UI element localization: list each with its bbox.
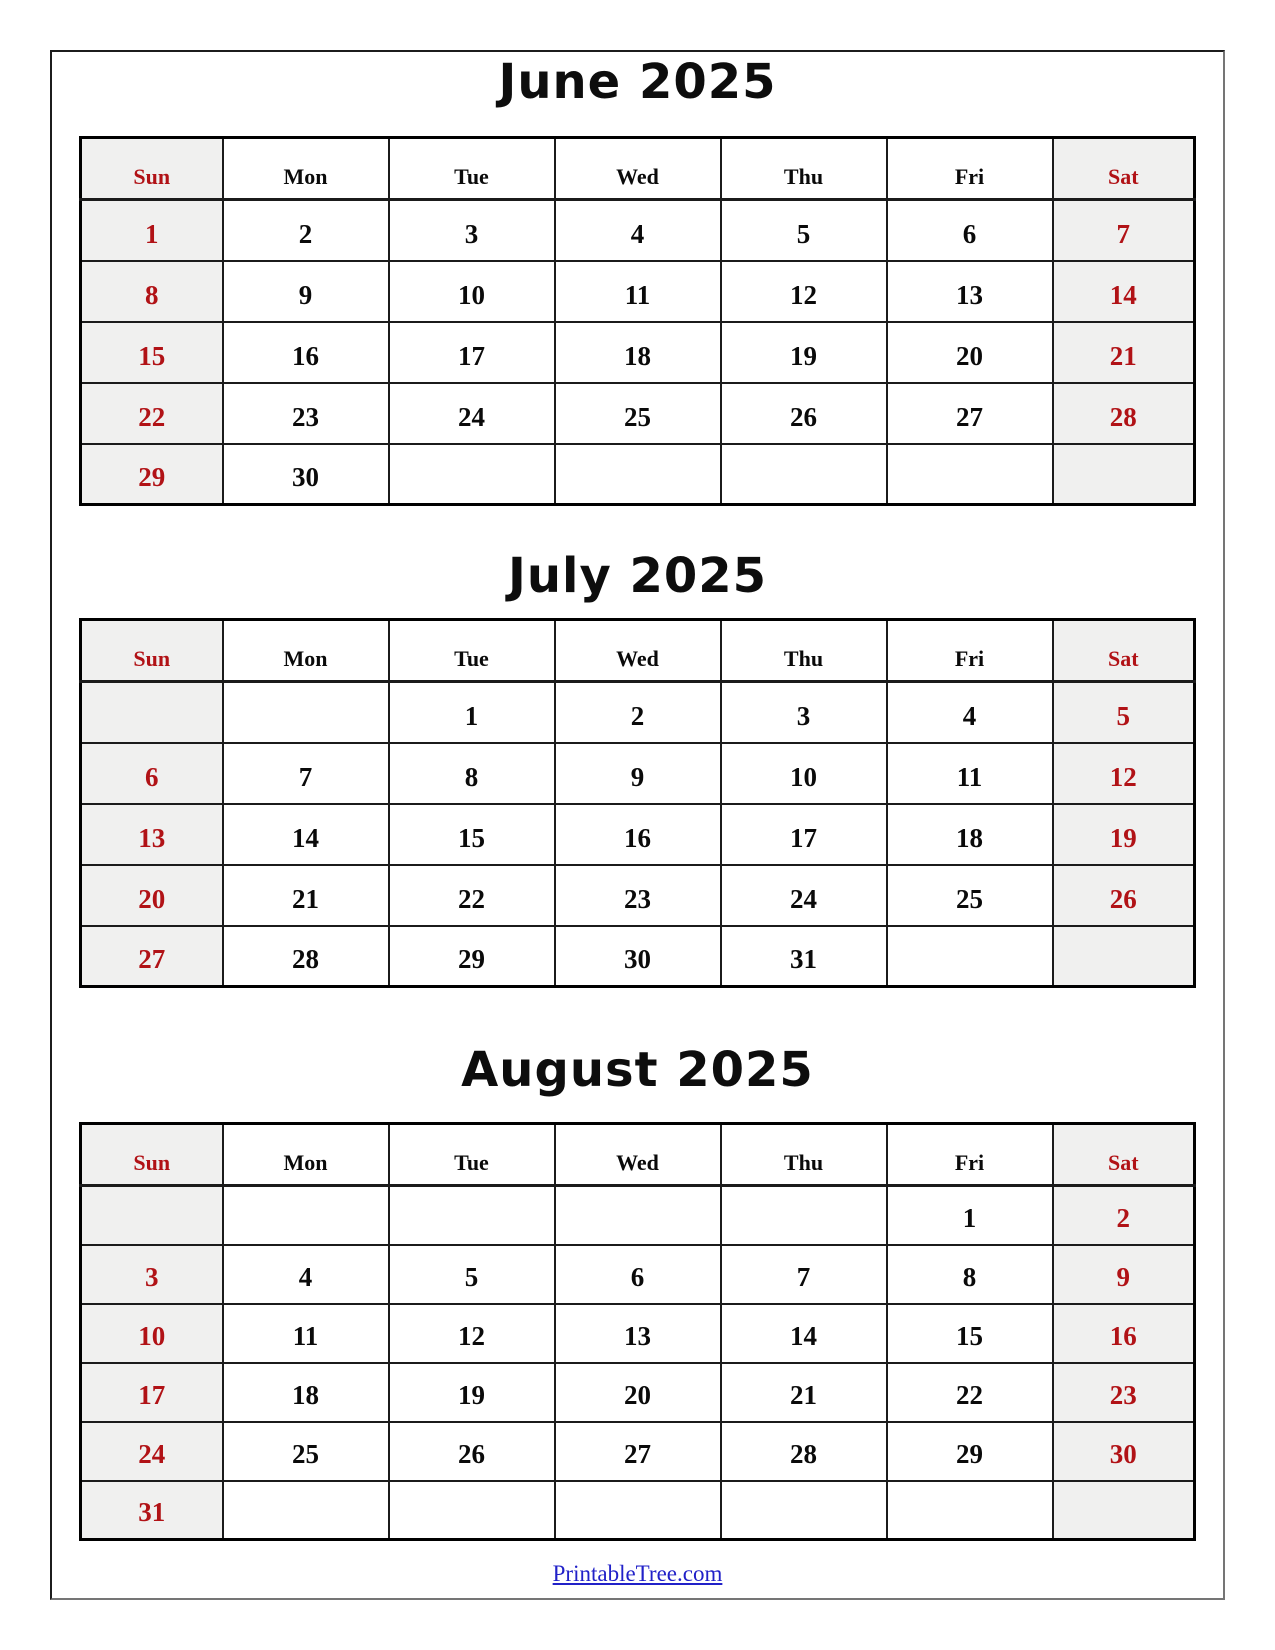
day-cell: 21 — [223, 865, 389, 926]
weekday-header: Wed — [555, 620, 721, 682]
weekday-header: Sun — [81, 1124, 223, 1186]
week-row — [81, 444, 1195, 505]
day-cell: 10 — [389, 261, 555, 322]
weekday-header: Thu — [721, 620, 887, 682]
day-cell: 22 — [887, 1363, 1053, 1422]
day-cell: 7 — [1053, 200, 1195, 261]
day-cell: 24 — [81, 1422, 223, 1481]
weekday-header: Mon — [223, 138, 389, 200]
day-cell — [223, 1186, 389, 1245]
day-cell: 29 — [887, 1422, 1053, 1481]
month-july — [52, 550, 1223, 988]
footer — [52, 1561, 1223, 1587]
day-cell: 2 — [1053, 1186, 1195, 1245]
day-cell: 20 — [555, 1363, 721, 1422]
day-cell: 12 — [1053, 743, 1195, 804]
week-row — [81, 261, 1195, 322]
month-title-july: July 2025 — [507, 548, 768, 604]
day-cell — [223, 1481, 389, 1540]
day-cell: 23 — [223, 383, 389, 444]
day-cell — [389, 1481, 555, 1540]
day-cell: 25 — [555, 383, 721, 444]
month-title-june: June 2025 — [498, 54, 777, 110]
day-cell: 9 — [555, 743, 721, 804]
weekday-header: Sat — [1053, 1124, 1195, 1186]
day-cell: 12 — [389, 1304, 555, 1363]
day-cell: 12 — [721, 261, 887, 322]
day-cell: 25 — [223, 1422, 389, 1481]
weekday-header: Tue — [389, 138, 555, 200]
day-cell: 9 — [1053, 1245, 1195, 1304]
day-cell: 24 — [721, 865, 887, 926]
day-cell: 8 — [887, 1245, 1053, 1304]
weekday-header: Tue — [389, 620, 555, 682]
week-row — [81, 743, 1195, 804]
day-cell — [389, 444, 555, 505]
week-row — [81, 1481, 1195, 1540]
day-cell: 30 — [1053, 1422, 1195, 1481]
day-cell: 31 — [721, 926, 887, 987]
weekday-header: Tue — [389, 1124, 555, 1186]
day-cell: 26 — [389, 1422, 555, 1481]
day-cell: 5 — [389, 1245, 555, 1304]
weekday-header: Mon — [223, 1124, 389, 1186]
day-cell: 22 — [81, 383, 223, 444]
week-row — [81, 1186, 1195, 1245]
day-cell: 1 — [887, 1186, 1053, 1245]
day-cell: 20 — [887, 322, 1053, 383]
day-cell — [223, 682, 389, 743]
day-cell: 22 — [389, 865, 555, 926]
month-august — [52, 1044, 1223, 1541]
day-cell: 26 — [1053, 865, 1195, 926]
months-container — [52, 56, 1223, 1541]
day-cell: 16 — [223, 322, 389, 383]
month-june — [52, 56, 1223, 506]
day-cell — [1053, 1481, 1195, 1540]
day-cell: 15 — [887, 1304, 1053, 1363]
day-cell: 19 — [721, 322, 887, 383]
weekday-header: Sun — [81, 620, 223, 682]
day-cell: 2 — [223, 200, 389, 261]
day-cell: 13 — [81, 804, 223, 865]
weekday-header: Thu — [721, 1124, 887, 1186]
week-row — [81, 926, 1195, 987]
day-cell: 7 — [223, 743, 389, 804]
day-cell: 4 — [555, 200, 721, 261]
day-cell: 10 — [721, 743, 887, 804]
day-cell: 18 — [887, 804, 1053, 865]
day-cell — [887, 444, 1053, 505]
day-cell: 14 — [721, 1304, 887, 1363]
day-cell: 11 — [223, 1304, 389, 1363]
calendar-table-july — [79, 618, 1196, 988]
day-cell: 28 — [721, 1422, 887, 1481]
day-cell — [721, 1481, 887, 1540]
month-title-august: August 2025 — [461, 1042, 814, 1098]
day-cell: 23 — [555, 865, 721, 926]
day-cell: 1 — [389, 682, 555, 743]
week-row — [81, 682, 1195, 743]
day-cell: 20 — [81, 865, 223, 926]
day-cell: 26 — [721, 383, 887, 444]
day-cell — [81, 1186, 223, 1245]
day-cell: 4 — [223, 1245, 389, 1304]
week-row — [81, 1304, 1195, 1363]
week-row — [81, 200, 1195, 261]
day-cell: 15 — [81, 322, 223, 383]
day-cell: 23 — [1053, 1363, 1195, 1422]
day-cell: 29 — [81, 444, 223, 505]
week-row — [81, 865, 1195, 926]
day-cell: 16 — [1053, 1304, 1195, 1363]
weekday-header-row — [81, 1124, 1195, 1186]
weekday-header: Wed — [555, 138, 721, 200]
day-cell: 11 — [887, 743, 1053, 804]
day-cell: 17 — [81, 1363, 223, 1422]
day-cell: 14 — [223, 804, 389, 865]
calendar-table-june — [79, 136, 1196, 506]
day-cell: 1 — [81, 200, 223, 261]
day-cell: 27 — [555, 1422, 721, 1481]
day-cell: 10 — [81, 1304, 223, 1363]
day-cell: 19 — [1053, 804, 1195, 865]
day-cell: 5 — [1053, 682, 1195, 743]
weekday-header: Sat — [1053, 620, 1195, 682]
day-cell — [81, 682, 223, 743]
day-cell: 8 — [389, 743, 555, 804]
day-cell: 18 — [223, 1363, 389, 1422]
day-cell: 17 — [389, 322, 555, 383]
day-cell — [721, 444, 887, 505]
day-cell — [389, 1186, 555, 1245]
day-cell — [887, 1481, 1053, 1540]
day-cell: 7 — [721, 1245, 887, 1304]
day-cell: 3 — [389, 200, 555, 261]
day-cell — [555, 1481, 721, 1540]
calendar-table-august — [79, 1122, 1196, 1541]
day-cell: 19 — [389, 1363, 555, 1422]
day-cell: 30 — [223, 444, 389, 505]
day-cell: 29 — [389, 926, 555, 987]
day-cell: 30 — [555, 926, 721, 987]
day-cell: 6 — [81, 743, 223, 804]
weekday-header-row — [81, 620, 1195, 682]
day-cell: 13 — [887, 261, 1053, 322]
day-cell — [555, 1186, 721, 1245]
weekday-header: Sat — [1053, 138, 1195, 200]
day-cell: 6 — [887, 200, 1053, 261]
day-cell: 28 — [223, 926, 389, 987]
weekday-header: Fri — [887, 620, 1053, 682]
day-cell: 31 — [81, 1481, 223, 1540]
day-cell: 18 — [555, 322, 721, 383]
day-cell: 25 — [887, 865, 1053, 926]
weekday-header-row — [81, 138, 1195, 200]
week-row — [81, 383, 1195, 444]
day-cell: 5 — [721, 200, 887, 261]
weekday-header: Sun — [81, 138, 223, 200]
day-cell: 24 — [389, 383, 555, 444]
week-row — [81, 1245, 1195, 1304]
day-cell: 16 — [555, 804, 721, 865]
day-cell: 3 — [721, 682, 887, 743]
day-cell — [1053, 444, 1195, 505]
day-cell: 14 — [1053, 261, 1195, 322]
footer-link[interactable]: PrintableTree.com — [552, 1561, 723, 1586]
day-cell: 15 — [389, 804, 555, 865]
day-cell: 2 — [555, 682, 721, 743]
weekday-header: Mon — [223, 620, 389, 682]
day-cell: 21 — [721, 1363, 887, 1422]
day-cell — [721, 1186, 887, 1245]
week-row — [81, 322, 1195, 383]
day-cell — [555, 444, 721, 505]
day-cell: 3 — [81, 1245, 223, 1304]
day-cell: 21 — [1053, 322, 1195, 383]
weekday-header: Wed — [555, 1124, 721, 1186]
day-cell: 27 — [81, 926, 223, 987]
day-cell: 11 — [555, 261, 721, 322]
page-frame — [50, 50, 1225, 1600]
day-cell: 8 — [81, 261, 223, 322]
day-cell — [887, 926, 1053, 987]
week-row — [81, 804, 1195, 865]
weekday-header: Thu — [721, 138, 887, 200]
day-cell — [1053, 926, 1195, 987]
weekday-header: Fri — [887, 138, 1053, 200]
day-cell: 17 — [721, 804, 887, 865]
day-cell: 6 — [555, 1245, 721, 1304]
week-row — [81, 1363, 1195, 1422]
week-row — [81, 1422, 1195, 1481]
day-cell: 9 — [223, 261, 389, 322]
day-cell: 28 — [1053, 383, 1195, 444]
day-cell: 4 — [887, 682, 1053, 743]
day-cell: 27 — [887, 383, 1053, 444]
day-cell: 13 — [555, 1304, 721, 1363]
weekday-header: Fri — [887, 1124, 1053, 1186]
